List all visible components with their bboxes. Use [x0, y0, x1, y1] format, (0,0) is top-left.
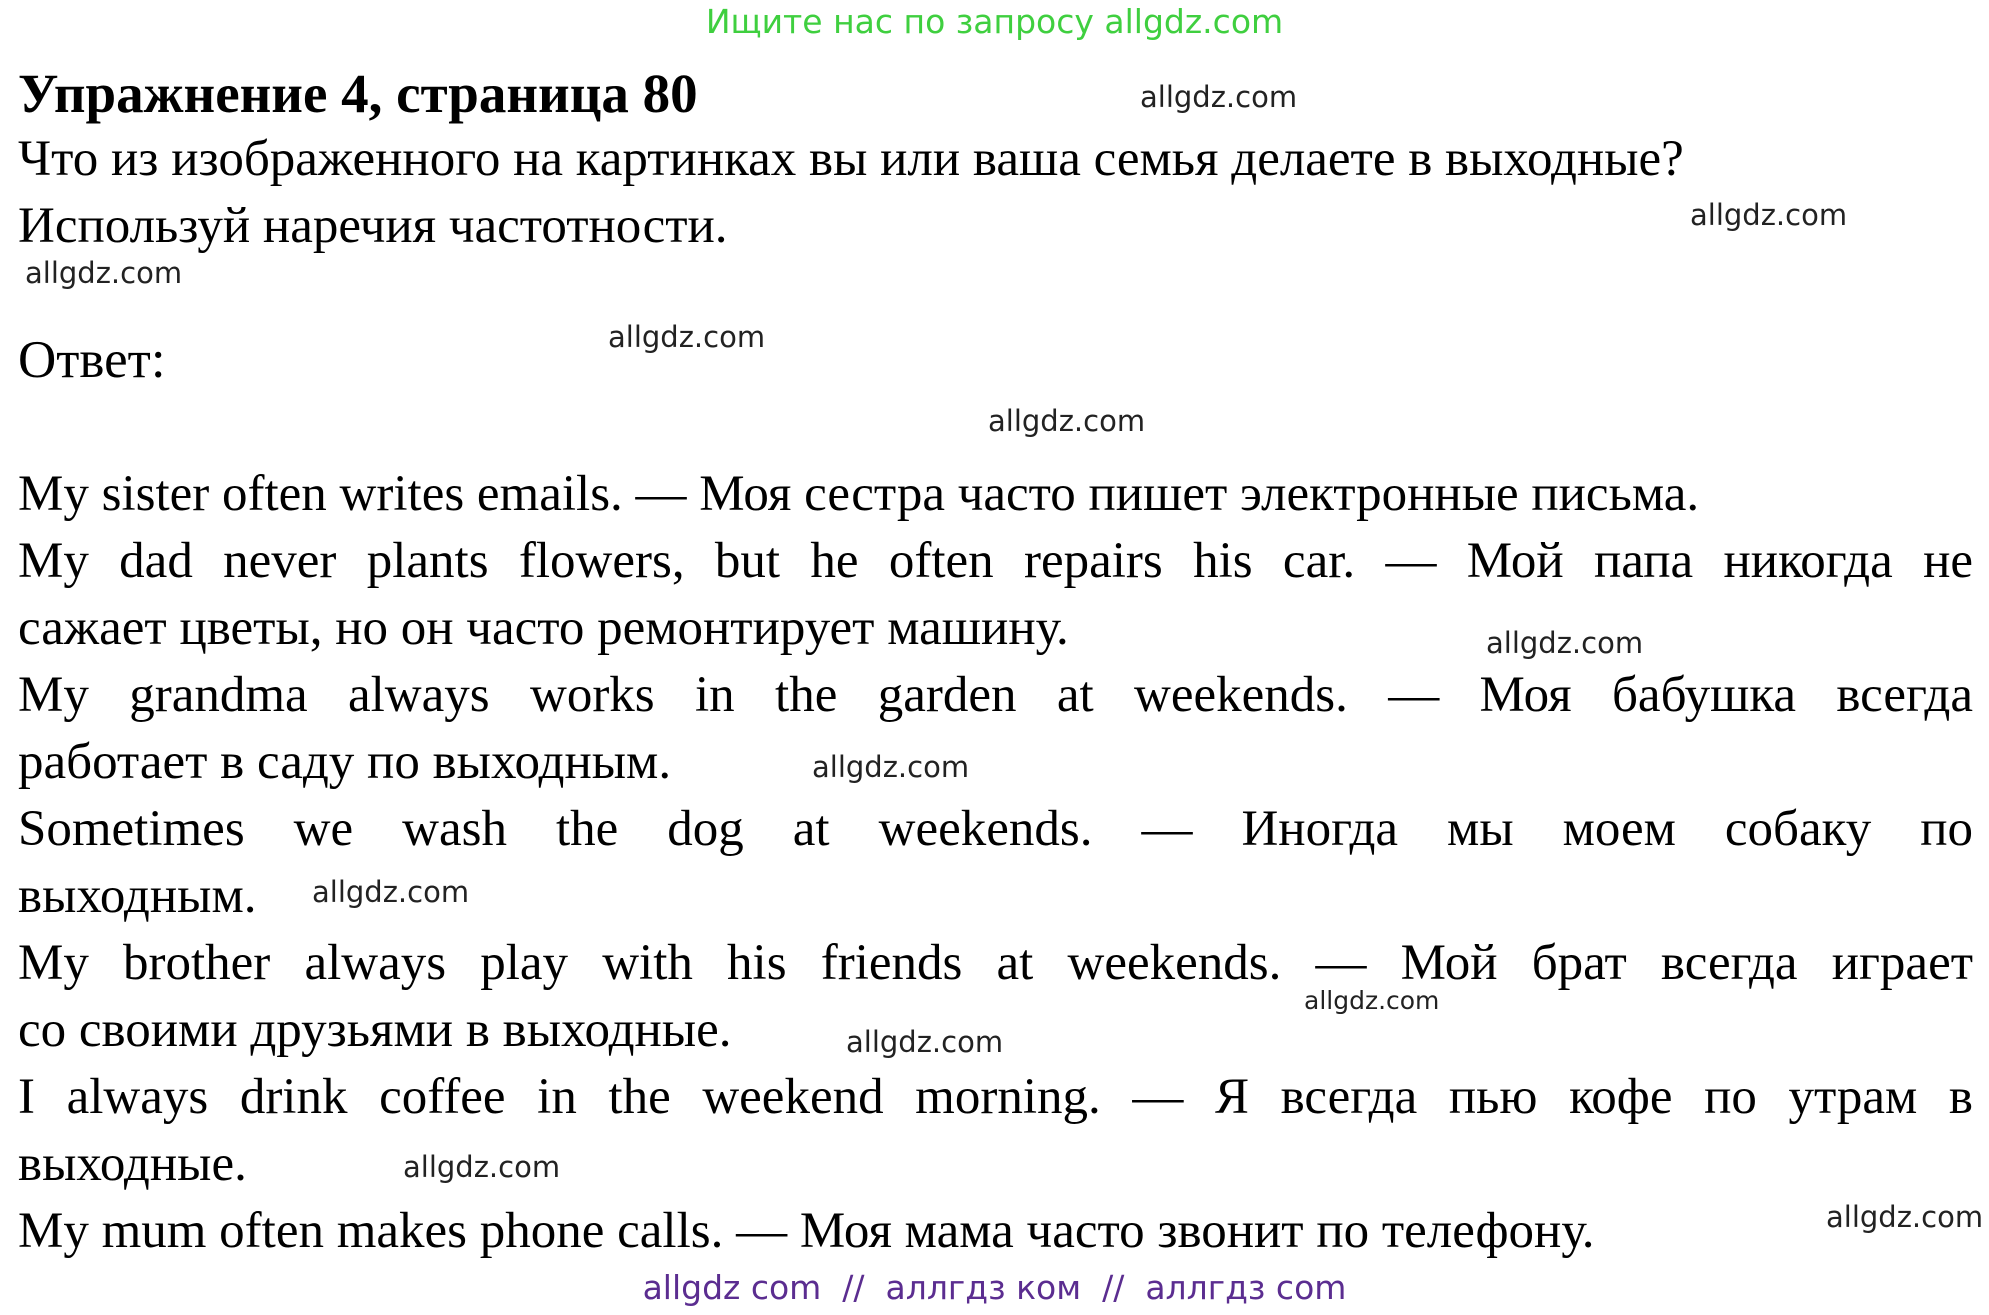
watermark: allgdz.com — [25, 256, 183, 290]
answer-line: My sister often writes emails. — Моя сестра часто пишет электронные письма. — [18, 466, 1700, 522]
answer-line: My mum often makes phone calls. — Моя мама часто звонит по телефону. — [18, 1203, 1595, 1259]
answer-line: работает в саду по выходным. — [18, 734, 672, 790]
answer-line: My brother always play with his friends at weekends. — Мой брат всегда играет — [18, 935, 1973, 991]
answer-line: со своими друзьями в выходные. — [18, 1002, 732, 1058]
answer-line: My grandma always works in the garden at weekends. — Моя бабушка всегда — [18, 667, 1973, 723]
task-line-2: Используй наречия частотности. — [18, 198, 728, 254]
exercise-title: Упражнение 4, страница 80 — [18, 63, 698, 124]
watermark: allgdz.com — [1140, 80, 1298, 114]
watermark: allgdz.com — [1304, 986, 1440, 1015]
watermark: allgdz.com — [988, 404, 1146, 438]
watermark: allgdz.com — [403, 1150, 561, 1184]
task-line-1: Что из изображенного на картинках вы или ваша семья делаете в выходные? — [18, 131, 1684, 187]
watermark: allgdz.com — [1826, 1200, 1984, 1234]
answer-line: сажает цветы, но он часто ремонтирует машину. — [18, 600, 1069, 656]
answer-line: выходные. — [18, 1136, 247, 1192]
watermark: allgdz.com — [1690, 198, 1848, 232]
footer-links[interactable]: allgdz com // аллгдз ком // аллгдз com — [642, 1268, 1347, 1307]
answer-line: I always drink coffee in the weekend morning. — Я всегда пью кофе по утрам в — [18, 1069, 1973, 1125]
watermark: allgdz.com — [1486, 626, 1644, 660]
watermark: allgdz.com — [812, 750, 970, 784]
answer-line: Sometimes we wash the dog at weekends. — Иногда мы моем собаку по — [18, 801, 1973, 857]
answer-line: выходным. — [18, 868, 257, 924]
answer-label: Ответ: — [18, 331, 166, 389]
top-banner[interactable]: Ищите нас по запросу allgdz.com — [705, 2, 1284, 41]
watermark: allgdz.com — [312, 875, 470, 909]
watermark: allgdz.com — [608, 320, 766, 354]
answer-line: My dad never plants flowers, but he often repairs his car. — Мой папа никогда не — [18, 533, 1973, 589]
watermark: allgdz.com — [846, 1025, 1004, 1059]
